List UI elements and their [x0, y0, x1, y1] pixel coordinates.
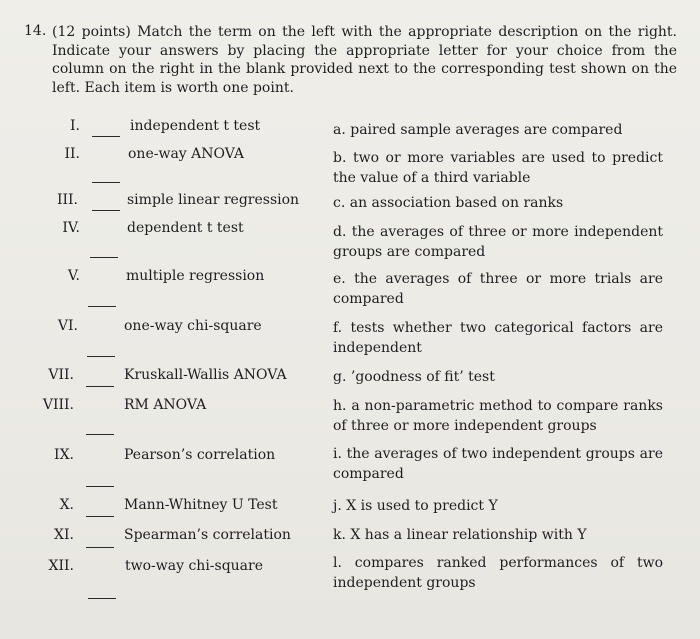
- item-numeral: XII.: [48, 558, 74, 574]
- choice-description: b. two or more variables are used to predict the value of a third variable: [333, 150, 663, 186]
- term-label: multiple regression: [126, 268, 265, 284]
- term-label: dependent t test: [127, 220, 244, 236]
- answer-blank[interactable]: [87, 356, 115, 357]
- item-numeral: IX.: [54, 447, 74, 463]
- choice-description: i. the averages of two independent groups are compared: [333, 446, 663, 482]
- choice-description: f. tests whether two categorical factors are independent: [333, 320, 663, 356]
- item-numeral: II.: [64, 146, 80, 162]
- answer-blank[interactable]: [86, 547, 114, 548]
- choice-description: j. X is used to predict Y: [333, 498, 498, 514]
- term-label: one-way chi-square: [124, 318, 262, 334]
- term-label: Pearson’s correlation: [124, 447, 276, 463]
- answer-blank[interactable]: [88, 598, 116, 599]
- choice-description: a. paired sample averages are compared: [333, 122, 623, 138]
- term-label: two-way chi-square: [125, 558, 264, 574]
- term-label: Spearman’s correlation: [124, 527, 291, 543]
- answer-blank[interactable]: [86, 434, 114, 435]
- term-label: simple linear regression: [127, 192, 300, 208]
- term-label: RM ANOVA: [124, 397, 207, 413]
- item-numeral: III.: [56, 192, 78, 208]
- answer-blank[interactable]: [92, 182, 120, 183]
- term-label: independent t test: [130, 118, 261, 134]
- item-numeral: XI.: [54, 527, 74, 543]
- answer-blank[interactable]: [92, 136, 120, 137]
- answer-blank[interactable]: [92, 210, 120, 211]
- answer-blank[interactable]: [86, 486, 114, 487]
- term-label: Mann-Whitney U Test: [124, 497, 278, 513]
- answer-blank[interactable]: [86, 516, 114, 517]
- item-numeral: VI.: [57, 318, 78, 334]
- question-number: 14.: [24, 23, 47, 39]
- answer-blank[interactable]: [86, 386, 114, 387]
- choice-description: k. X has a linear relationship with Y: [333, 527, 587, 543]
- choice-description: c. an association based on ranks: [333, 195, 564, 211]
- item-numeral: VII.: [48, 367, 74, 383]
- item-numeral: VIII.: [42, 397, 74, 413]
- item-numeral: I.: [70, 118, 80, 134]
- choice-description: g. ’goodness of fit’ test: [333, 369, 495, 385]
- choice-description: e. the averages of three or more trials are compared: [333, 271, 663, 307]
- term-label: Kruskall-Wallis ANOVA: [124, 367, 287, 383]
- item-numeral: IV.: [62, 220, 80, 236]
- item-numeral: X.: [59, 497, 74, 513]
- choice-description: h. a non-parametric method to compare ranks of three or more independent groups: [333, 398, 663, 434]
- term-label: one-way ANOVA: [128, 146, 245, 162]
- question-instructions: (12 points) Match the term on the left with the appropriate description on the right. Indicate your answers by placing the appropriate letter for your choice from the column on the right in the blank provided next to the corresponding test shown on the left. Each item is worth one point.: [52, 24, 677, 96]
- item-numeral: V.: [67, 268, 80, 284]
- answer-blank[interactable]: [90, 257, 118, 258]
- answer-blank[interactable]: [88, 306, 116, 307]
- choice-description: l. compares ranked performances of two independent groups: [333, 555, 663, 591]
- choice-description: d. the averages of three or more independent groups are compared: [333, 224, 663, 260]
